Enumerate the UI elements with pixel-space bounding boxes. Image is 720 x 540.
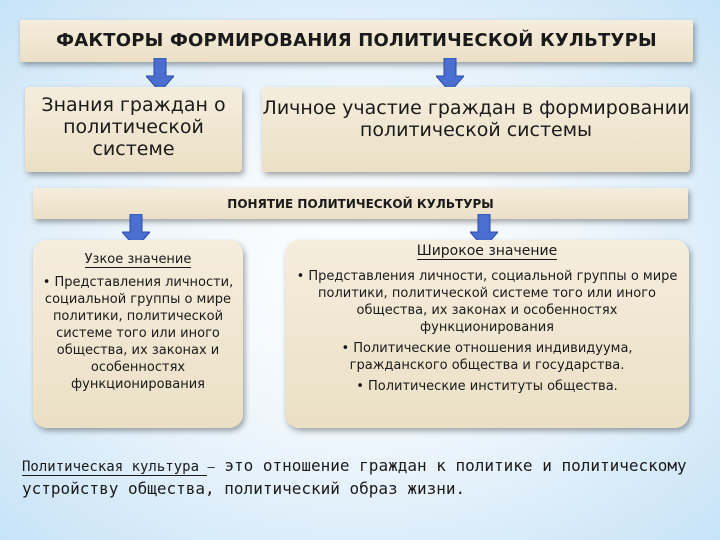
factor-knowledge-box: Знания граждан о политической системе	[25, 87, 242, 172]
narrow-meaning-text: • Представления личности, социальной группы о мире политики, политической системе того или иного общества, их законах и особенностях функционирования	[42, 275, 234, 392]
narrow-meaning-box	[33, 240, 243, 428]
broad-meaning-item: • Политические институты общества.	[356, 379, 618, 394]
broad-meaning-box	[285, 240, 689, 428]
concept-title: ПОНЯТИЕ ПОЛИТИЧЕСКОЙ КУЛЬТУРЫ	[33, 188, 688, 219]
broad-meaning-item: • Представления личности, социальной группы о мире политики, политической системе того или иного общества, их законах и особенностях функционирования	[296, 269, 678, 335]
definition-line1: это отношение граждан к политике и политическому	[224, 456, 687, 475]
narrow-meaning-heading: Узкое значение	[84, 252, 192, 267]
definition-line2: устройству общества, политический образ жизни.	[22, 479, 466, 498]
definition-term: Политическая культура	[22, 459, 208, 475]
definition-text	[22, 455, 720, 500]
main-title: ФАКТОРЫ ФОРМИРОВАНИЯ ПОЛИТИЧЕСКОЙ КУЛЬТУРЫ	[20, 20, 693, 62]
factor-participation-box: Личное участие граждан в формировании политической системы	[262, 87, 690, 172]
definition-dash: –	[207, 460, 215, 474]
broad-meaning-heading: Широкое значение	[416, 243, 558, 259]
broad-meaning-item: • Политические отношения индивидуума, гражданского общества и государства.	[341, 341, 633, 373]
